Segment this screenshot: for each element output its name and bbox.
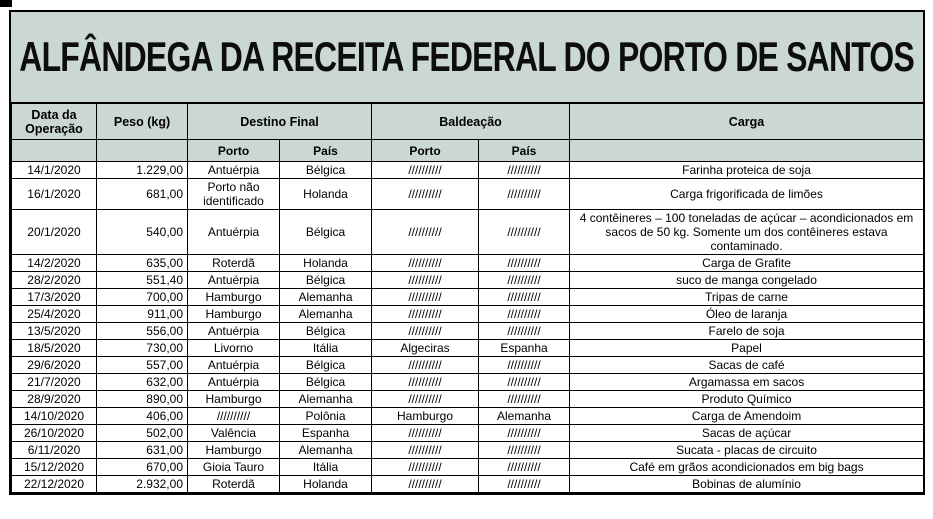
table-cell: Itália bbox=[280, 340, 372, 357]
table-row bbox=[12, 442, 924, 459]
table-cell: 28/9/2020 bbox=[12, 391, 97, 408]
table-cell: ////////// bbox=[479, 425, 570, 442]
subheader-empty bbox=[12, 140, 97, 162]
table-cell: 632,00 bbox=[97, 374, 188, 391]
table-cell: 730,00 bbox=[97, 340, 188, 357]
table-cell: 26/10/2020 bbox=[12, 425, 97, 442]
table-cell: 18/5/2020 bbox=[12, 340, 97, 357]
table-cell: ////////// bbox=[479, 289, 570, 306]
column-header-destino-final: Destino Final bbox=[188, 104, 372, 140]
column-header-baldeacao: Baldeação bbox=[372, 104, 570, 140]
table-cell: 22/12/2020 bbox=[12, 476, 97, 493]
column-header-carga: Carga bbox=[570, 104, 924, 140]
table-cell: Argamassa em sacos bbox=[570, 374, 924, 391]
table-cell: Bélgica bbox=[280, 374, 372, 391]
table-cell: 20/1/2020 bbox=[12, 210, 97, 255]
table-row bbox=[12, 476, 924, 493]
subheader-baldeacao-pais: País bbox=[479, 140, 570, 162]
table-row bbox=[12, 272, 924, 289]
table-cell: ////////// bbox=[372, 306, 479, 323]
subheader-baldeacao-porto: Porto bbox=[372, 140, 479, 162]
subheader-destino-pais: País bbox=[280, 140, 372, 162]
table-cell: ////////// bbox=[479, 476, 570, 493]
table-cell: ////////// bbox=[479, 459, 570, 476]
table-cell: 6/11/2020 bbox=[12, 442, 97, 459]
table-cell: 635,00 bbox=[97, 255, 188, 272]
table-row bbox=[12, 255, 924, 272]
table-row bbox=[12, 459, 924, 476]
table-cell: Porto não identificado bbox=[188, 179, 280, 210]
table-cell: Carga de Grafite bbox=[570, 255, 924, 272]
table-cell: Antuérpia bbox=[188, 323, 280, 340]
table-cell: Café em grãos acondicionados em big bags bbox=[570, 459, 924, 476]
table-cell: ////////// bbox=[372, 442, 479, 459]
table-cell: Alemanha bbox=[479, 408, 570, 425]
table-cell: ////////// bbox=[372, 374, 479, 391]
table-cell: Holanda bbox=[280, 255, 372, 272]
table-cell: 2.932,00 bbox=[97, 476, 188, 493]
table-cell: 406,00 bbox=[97, 408, 188, 425]
table-cell: Hamburgo bbox=[188, 306, 280, 323]
table-cell: 681,00 bbox=[97, 179, 188, 210]
table-cell: 557,00 bbox=[97, 357, 188, 374]
column-header-peso: Peso (kg) bbox=[97, 104, 188, 140]
table-cell: Sacas de café bbox=[570, 357, 924, 374]
customs-table bbox=[11, 103, 924, 493]
table-body bbox=[12, 162, 924, 493]
table-row bbox=[12, 323, 924, 340]
table-row bbox=[12, 289, 924, 306]
table-cell: ////////// bbox=[479, 210, 570, 255]
table-cell: 14/1/2020 bbox=[12, 162, 97, 179]
subheader-destino-porto: Porto bbox=[188, 140, 280, 162]
table-cell: Hamburgo bbox=[188, 289, 280, 306]
table-cell: ////////// bbox=[372, 210, 479, 255]
table-cell: 1.229,00 bbox=[97, 162, 188, 179]
table-cell: ////////// bbox=[372, 476, 479, 493]
table-cell: 29/6/2020 bbox=[12, 357, 97, 374]
table-cell: Bélgica bbox=[280, 272, 372, 289]
table-cell: ////////// bbox=[479, 374, 570, 391]
table-cell: 16/1/2020 bbox=[12, 179, 97, 210]
table-cell: ////////// bbox=[372, 323, 479, 340]
table-cell: 551,40 bbox=[97, 272, 188, 289]
table-cell: 556,00 bbox=[97, 323, 188, 340]
table-cell: Holanda bbox=[280, 476, 372, 493]
table-cell: Antuérpia bbox=[188, 357, 280, 374]
table-cell: Hamburgo bbox=[372, 408, 479, 425]
table-cell: 13/5/2020 bbox=[12, 323, 97, 340]
table-row bbox=[12, 210, 924, 255]
table-cell: 911,00 bbox=[97, 306, 188, 323]
table-cell: ////////// bbox=[479, 442, 570, 459]
corner-artifact bbox=[0, 0, 12, 7]
table-cell: ////////// bbox=[479, 391, 570, 408]
table-header bbox=[12, 104, 924, 162]
table-cell: Produto Químico bbox=[570, 391, 924, 408]
table-row bbox=[12, 179, 924, 210]
table-cell: ////////// bbox=[479, 179, 570, 210]
subheader-empty bbox=[570, 140, 924, 162]
table-cell: ////////// bbox=[372, 459, 479, 476]
table-cell: 14/2/2020 bbox=[12, 255, 97, 272]
table-cell: Antuérpia bbox=[188, 162, 280, 179]
table-cell: ////////// bbox=[372, 162, 479, 179]
table-cell: Antuérpia bbox=[188, 210, 280, 255]
table-cell: 21/7/2020 bbox=[12, 374, 97, 391]
table-cell: ////////// bbox=[372, 272, 479, 289]
table-cell: Farinha proteica de soja bbox=[570, 162, 924, 179]
table-cell: Bélgica bbox=[280, 323, 372, 340]
table-cell: 631,00 bbox=[97, 442, 188, 459]
table-cell: Carga frigorificada de limões bbox=[570, 179, 924, 210]
table-cell: Gioia Tauro bbox=[188, 459, 280, 476]
table-cell: Sucata - placas de circuito bbox=[570, 442, 924, 459]
table-cell: Carga de Amendoim bbox=[570, 408, 924, 425]
table-cell: Bélgica bbox=[280, 357, 372, 374]
table-cell: ////////// bbox=[372, 179, 479, 210]
table-cell: 15/12/2020 bbox=[12, 459, 97, 476]
page-title: ALFÂNDEGA DA RECEITA FEDERAL DO PORTO DE SANTOS bbox=[19, 33, 915, 80]
table-cell: Algeciras bbox=[372, 340, 479, 357]
table-row bbox=[12, 162, 924, 179]
table-cell: Roterdã bbox=[188, 476, 280, 493]
table-cell: 890,00 bbox=[97, 391, 188, 408]
table-cell: Valência bbox=[188, 425, 280, 442]
table-cell: Holanda bbox=[280, 179, 372, 210]
table-cell: Alemanha bbox=[280, 289, 372, 306]
table-cell: 502,00 bbox=[97, 425, 188, 442]
table-cell: 25/4/2020 bbox=[12, 306, 97, 323]
header-group-row bbox=[12, 104, 924, 140]
table-cell: Bélgica bbox=[280, 162, 372, 179]
table-cell: ////////// bbox=[372, 289, 479, 306]
table-cell: Espanha bbox=[479, 340, 570, 357]
table-cell: ////////// bbox=[372, 357, 479, 374]
table-cell: Alemanha bbox=[280, 442, 372, 459]
subheader-empty bbox=[97, 140, 188, 162]
table-cell: Bélgica bbox=[280, 210, 372, 255]
table-cell: 540,00 bbox=[97, 210, 188, 255]
table-cell: ////////// bbox=[479, 357, 570, 374]
table-cell: Alemanha bbox=[280, 391, 372, 408]
table-cell: Papel bbox=[570, 340, 924, 357]
table-row bbox=[12, 306, 924, 323]
table-row bbox=[12, 340, 924, 357]
table-row bbox=[12, 357, 924, 374]
customs-table-container bbox=[9, 10, 925, 495]
column-header-data-operacao: Data da Operação bbox=[12, 104, 97, 140]
table-cell: 28/2/2020 bbox=[12, 272, 97, 289]
table-cell: Farelo de soja bbox=[570, 323, 924, 340]
table-cell: Roterdã bbox=[188, 255, 280, 272]
table-cell: suco de manga congelado bbox=[570, 272, 924, 289]
table-cell: Óleo de laranja bbox=[570, 306, 924, 323]
table-cell: ////////// bbox=[479, 272, 570, 289]
table-cell: 14/10/2020 bbox=[12, 408, 97, 425]
table-cell: Tripas de carne bbox=[570, 289, 924, 306]
table-cell: Hamburgo bbox=[188, 442, 280, 459]
table-cell: 17/3/2020 bbox=[12, 289, 97, 306]
table-cell: Itália bbox=[280, 459, 372, 476]
table-cell: Espanha bbox=[280, 425, 372, 442]
table-cell: 670,00 bbox=[97, 459, 188, 476]
table-cell: ////////// bbox=[372, 425, 479, 442]
table-cell: Alemanha bbox=[280, 306, 372, 323]
table-cell: ////////// bbox=[479, 323, 570, 340]
table-cell: Antuérpia bbox=[188, 272, 280, 289]
table-cell: ////////// bbox=[479, 306, 570, 323]
table-row bbox=[12, 374, 924, 391]
title-banner bbox=[11, 12, 923, 103]
table-cell: Sacas de açúcar bbox=[570, 425, 924, 442]
header-sub-row bbox=[12, 140, 924, 162]
table-row bbox=[12, 391, 924, 408]
table-cell: 4 contêineres – 100 toneladas de açúcar – acondicionados em sacos de 50 kg. Somente um dos contêineres estava contaminado. bbox=[570, 210, 924, 255]
table-row bbox=[12, 408, 924, 425]
table-cell: Livorno bbox=[188, 340, 280, 357]
table-cell: ////////// bbox=[479, 255, 570, 272]
table-cell: Antuérpia bbox=[188, 374, 280, 391]
table-cell: ////////// bbox=[188, 408, 280, 425]
table-cell: 700,00 bbox=[97, 289, 188, 306]
table-cell: ////////// bbox=[479, 162, 570, 179]
table-row bbox=[12, 425, 924, 442]
table-cell: ////////// bbox=[372, 391, 479, 408]
table-cell: ////////// bbox=[372, 255, 479, 272]
table-cell: Hamburgo bbox=[188, 391, 280, 408]
table-cell: Bobinas de alumínio bbox=[570, 476, 924, 493]
table-cell: Polônia bbox=[280, 408, 372, 425]
